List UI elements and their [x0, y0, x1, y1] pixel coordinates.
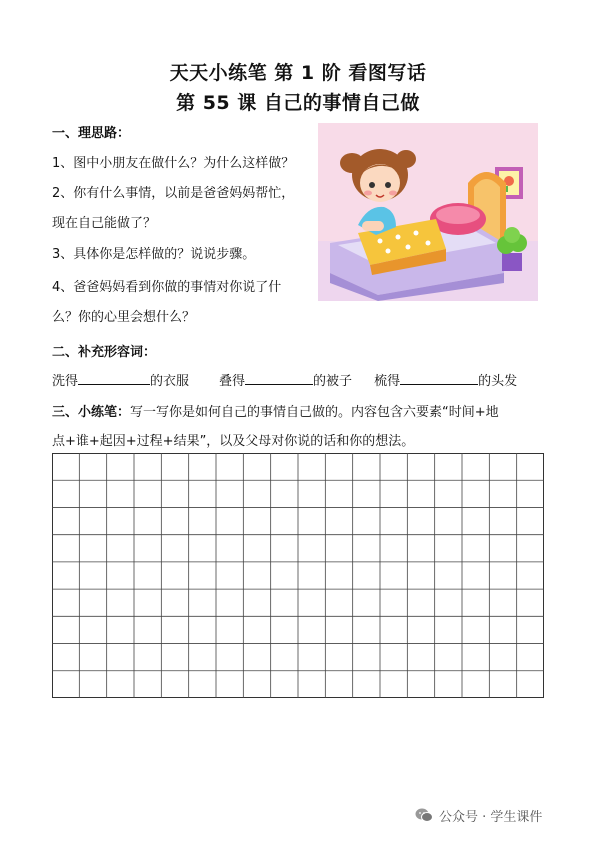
watermark-text: 公众号 · 学生课件 — [439, 810, 543, 825]
adjective-item1-prefix: 洗得 — [52, 374, 79, 389]
question-4-line1: 4、爸爸妈妈看到你做的事情对你说了什 — [52, 280, 282, 295]
adjective-item3-suffix: 的头发 — [478, 374, 518, 389]
section3-instruction-line2: 点+谁+起因+过程+结果”，以及父母对你说的话和你的想法。 — [52, 434, 415, 449]
watermark — [415, 806, 542, 825]
adjective-item2-suffix: 的被子 — [313, 374, 353, 389]
question-2-line2: 现在自己能做了？ — [52, 216, 157, 231]
question-2-line1: 2、你有什么事情，以前是爸爸妈妈帮忙， — [52, 186, 295, 201]
wechat-icon — [415, 808, 433, 823]
adjective-blank-1[interactable] — [78, 371, 150, 385]
adjective-blank-3[interactable] — [400, 371, 478, 385]
girl-making-bed-illustration — [318, 123, 538, 301]
adjective-blank-2[interactable] — [245, 371, 313, 385]
question-1: 1、图中小朋友在做什么？为什么这样做？ — [52, 156, 295, 171]
adjective-item1-suffix: 的衣服 — [150, 374, 190, 389]
page-title: 天天小练笔 第 1 阶 看图写话 — [169, 62, 427, 84]
question-3: 3、具体你是怎样做的？说说步骤。 — [52, 247, 256, 262]
lesson-title: 第 55 课 自己的事情自己做 — [176, 92, 420, 114]
section2-heading: 二、补充形容词： — [52, 345, 157, 360]
section3-instruction-line1: 写一写你是如何自己的事情自己做的。内容包含六要素“时间+地 — [130, 405, 499, 420]
writing-grid[interactable] — [52, 453, 544, 698]
adjective-item2-prefix: 叠得 — [219, 374, 246, 389]
section3-heading: 三、小练笔： — [52, 405, 131, 420]
section3-paragraph-line1 — [52, 401, 499, 420]
adjective-item3-prefix: 梳得 — [374, 374, 401, 389]
section1-heading: 一、理思路： — [52, 126, 131, 141]
question-4-line2: 么？你的心里会想什么？ — [52, 310, 196, 325]
adjective-fill-line — [52, 370, 517, 389]
